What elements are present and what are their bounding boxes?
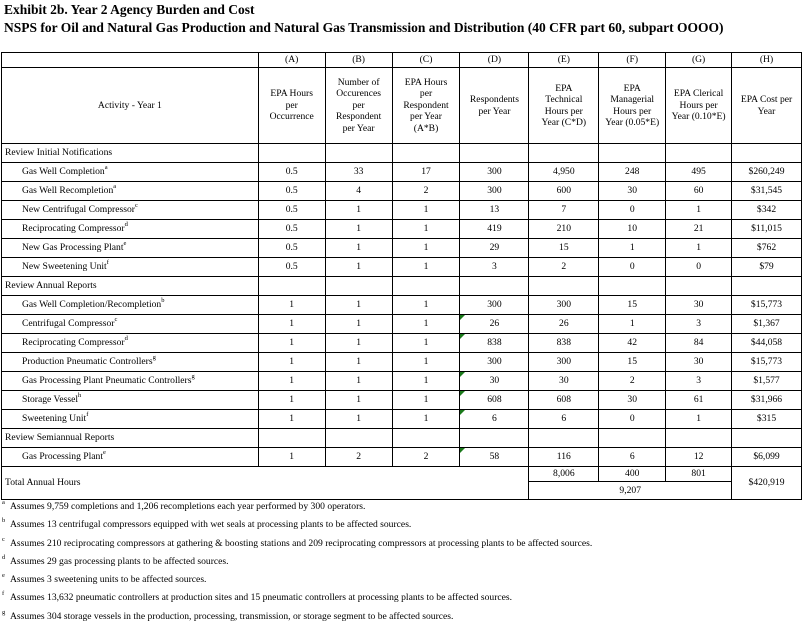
table-row <box>2 163 802 182</box>
activity-cell <box>2 410 259 429</box>
cell-e: 30 <box>529 372 599 391</box>
cell-e: 300 <box>529 296 599 315</box>
activity-name: Reciprocating Compressor <box>22 337 125 349</box>
cell-g: 61 <box>666 391 732 410</box>
cell-b: 1 <box>325 201 392 220</box>
cell-e: 210 <box>529 220 599 239</box>
activity-name: Gas Processing Plant <box>22 451 104 463</box>
cell-g: 12 <box>666 448 732 467</box>
activity-name: New Sweetening Unit <box>22 261 107 273</box>
cell-g: 1 <box>666 201 732 220</box>
cell-c: 1 <box>392 410 460 429</box>
column-header-line: per <box>285 99 298 111</box>
cell-a: 0.5 <box>258 182 325 201</box>
footnote <box>2 589 592 607</box>
cell-h: $1,577 <box>732 372 802 391</box>
cell-d: 300 <box>460 353 529 372</box>
section-blank-cell <box>460 277 529 296</box>
cell-h: $762 <box>732 239 802 258</box>
column-header-line: Technical <box>545 94 583 105</box>
cell-c: 1 <box>392 201 460 220</box>
section-blank-cell <box>529 429 599 448</box>
cell-e: 4,950 <box>529 163 599 182</box>
column-header-line: Respondents <box>469 94 519 105</box>
column-header-line: per <box>419 88 433 100</box>
footnote-marker: c <box>114 316 118 324</box>
cell-a: 1 <box>258 334 325 353</box>
footnote-mark: e <box>2 572 5 580</box>
cell-e: 608 <box>529 391 599 410</box>
total-label: Total Annual Hours <box>2 467 529 500</box>
cell-d: 13 <box>460 201 529 220</box>
table-row <box>2 239 802 258</box>
column-header-f <box>599 68 666 144</box>
cell-a: 1 <box>258 391 325 410</box>
cell-h: $31,966 <box>732 391 802 410</box>
cell-h: $15,773 <box>732 353 802 372</box>
footnote-text: Assumes 13,632 pneumatic controllers at production sites and 15 pneumatic controllers at processing plants to be affected sources. <box>10 592 513 604</box>
column-letter-f: (F) <box>599 53 666 68</box>
section-blank-cell <box>460 429 529 448</box>
cell-g: 3 <box>666 315 732 334</box>
cell-f: 248 <box>599 163 666 182</box>
exhibit-title: Exhibit 2b. Year 2 Agency Burden and Cost <box>4 2 255 17</box>
cell-f: 0 <box>599 410 666 429</box>
activity-name: Gas Well Completion <box>22 166 105 178</box>
cell-b: 1 <box>325 220 392 239</box>
activity-name: New Gas Processing Plant <box>22 242 124 254</box>
column-header-line: per Year <box>410 111 442 123</box>
cell-g: 0 <box>666 258 732 277</box>
footnote <box>2 535 592 553</box>
column-header-line: EPA <box>623 82 641 94</box>
cell-e: 26 <box>529 315 599 334</box>
section-blank-cell <box>460 144 529 163</box>
cell-f: 0 <box>599 258 666 277</box>
section-blank-cell <box>529 144 599 163</box>
section-blank-cell <box>258 144 325 163</box>
column-header-line: Year (0.10*E) <box>671 111 726 123</box>
total-f: 400 <box>599 467 666 482</box>
cell-e: 600 <box>529 182 599 201</box>
activity-cell <box>2 239 259 258</box>
footnote-marker: e <box>103 449 106 457</box>
cell-f: 10 <box>599 220 666 239</box>
column-header-line: EPA <box>555 82 573 94</box>
cell-f: 30 <box>599 391 666 410</box>
cell-d: 6 <box>460 410 529 429</box>
footnote-mark: d <box>2 553 6 561</box>
section-label: Review Annual Reports <box>2 277 259 296</box>
column-header-line: Occurrence <box>269 111 314 123</box>
column-header-line: Respondent <box>335 111 382 123</box>
table-row <box>2 258 802 277</box>
cell-b: 1 <box>325 391 392 410</box>
activity-cell <box>2 448 259 467</box>
cell-h: $44,058 <box>732 334 802 353</box>
section-blank-cell <box>392 429 460 448</box>
cell-f: 15 <box>599 353 666 372</box>
cell-b: 1 <box>325 258 392 277</box>
column-header-line: Managerial <box>610 94 655 105</box>
total-g: 801 <box>666 467 732 482</box>
activity-cell <box>2 391 259 410</box>
table-row <box>2 296 802 315</box>
section-blank-cell <box>599 144 666 163</box>
cell-e: 2 <box>529 258 599 277</box>
cell-f: 2 <box>599 372 666 391</box>
column-header-activity: Activity - Year 1 <box>2 68 259 144</box>
column-header-line: EPA Hours <box>270 88 313 100</box>
footnote-marker: d <box>124 335 128 343</box>
footnote-marker: c <box>134 202 138 210</box>
footnote-marker: f <box>86 411 89 419</box>
activity-name: Sweetening Unit <box>22 413 87 425</box>
cell-g: 60 <box>666 182 732 201</box>
section-blank-cell <box>529 277 599 296</box>
footnote-marker: g <box>191 373 195 381</box>
cell-a: 1 <box>258 296 325 315</box>
cell-a: 1 <box>258 448 325 467</box>
section-blank-cell <box>666 144 732 163</box>
cell-h: $315 <box>732 410 802 429</box>
activity-cell <box>2 353 259 372</box>
cell-h: $31,545 <box>732 182 802 201</box>
cell-d: 608 <box>460 391 529 410</box>
footnote <box>2 498 592 516</box>
cell-g: 1 <box>666 239 732 258</box>
footnote <box>2 608 592 626</box>
cell-c: 2 <box>392 448 460 467</box>
cell-b: 1 <box>325 410 392 429</box>
activity-cell <box>2 296 259 315</box>
footnote-marker: a <box>113 183 117 191</box>
cell-a: 1 <box>258 315 325 334</box>
cell-h: $260,249 <box>732 163 802 182</box>
cell-d: 58 <box>460 448 529 467</box>
cell-h: $79 <box>732 258 802 277</box>
cell-g: 30 <box>666 296 732 315</box>
activity-cell <box>2 182 259 201</box>
cell-f: 30 <box>599 182 666 201</box>
footnote-marker: b <box>161 297 165 305</box>
column-letter-b: (B) <box>325 53 392 68</box>
activity-cell <box>2 315 259 334</box>
section-blank-cell <box>392 144 460 163</box>
footnote-text: Assumes 210 reciprocating compressors at gathering & boosting stations and 209 reciprocating compressors at processing plants to be affected sources. <box>10 537 593 549</box>
cell-h: $6,099 <box>732 448 802 467</box>
section-label: Review Semiannual Reports <box>2 429 259 448</box>
column-letter-d: (D) <box>460 53 529 68</box>
table-row <box>2 220 802 239</box>
column-letter-a: (A) <box>258 53 325 68</box>
section-blank-cell <box>325 144 392 163</box>
footnote-marker: e <box>123 240 127 248</box>
column-header-h <box>732 68 802 144</box>
cell-c: 1 <box>392 220 460 239</box>
cell-g: 84 <box>666 334 732 353</box>
cell-f: 42 <box>599 334 666 353</box>
footnote-mark: b <box>2 517 6 525</box>
cell-d: 300 <box>460 163 529 182</box>
column-letter-c: (C) <box>392 53 460 68</box>
table-row <box>2 448 802 467</box>
cell-h: $15,773 <box>732 296 802 315</box>
column-header-line: Hours per <box>613 105 652 117</box>
footnote-text: Assumes 29 gas processing plants to be affected sources. <box>10 555 229 567</box>
cell-d: 300 <box>460 296 529 315</box>
cell-f: 15 <box>599 296 666 315</box>
column-header-g <box>666 68 732 144</box>
cell-c: 1 <box>392 353 460 372</box>
cell-a: 1 <box>258 353 325 372</box>
total-hours-sum: 9,207 <box>529 482 732 500</box>
cell-f: 1 <box>599 315 666 334</box>
footnote <box>2 516 592 534</box>
section-blank-cell <box>666 429 732 448</box>
cell-b: 1 <box>325 372 392 391</box>
footnote <box>2 571 592 589</box>
cell-e: 7 <box>529 201 599 220</box>
section-blank-cell <box>666 277 732 296</box>
cell-a: 0.5 <box>258 201 325 220</box>
footnote-mark: f <box>2 590 5 598</box>
activity-cell <box>2 201 259 220</box>
section-blank-cell <box>599 277 666 296</box>
activity-name: Gas Well Recompletion <box>22 185 114 197</box>
cell-e: 116 <box>529 448 599 467</box>
column-header-c <box>392 68 460 144</box>
cell-d: 30 <box>460 372 529 391</box>
cell-d: 838 <box>460 334 529 353</box>
exhibit-subtitle: NSPS for Oil and Natural Gas Production and Natural Gas Transmission and Distribution (40 CFR part 60, subpart OOOO) <box>4 20 724 35</box>
column-letter-g: (G) <box>666 53 732 68</box>
cell-g: 495 <box>666 163 732 182</box>
section-blank-cell <box>732 277 802 296</box>
cell-b: 1 <box>325 334 392 353</box>
cell-d: 29 <box>460 239 529 258</box>
section-label: Review Initial Notifications <box>2 144 259 163</box>
activity-cell <box>2 372 259 391</box>
cell-b: 4 <box>325 182 392 201</box>
footnote-text: Assumes 3 sweetening units to be affected sources. <box>10 574 207 586</box>
section-blank-cell <box>732 429 802 448</box>
footnote-marker: h <box>78 392 82 400</box>
cell-a: 0.5 <box>258 220 325 239</box>
cell-c: 1 <box>392 239 460 258</box>
cell-g: 21 <box>666 220 732 239</box>
cell-c: 1 <box>392 315 460 334</box>
table-row <box>2 353 802 372</box>
table-row <box>2 410 802 429</box>
cell-b: 1 <box>325 296 392 315</box>
activity-name: Reciprocating Compressor <box>22 223 125 235</box>
column-header-line: per Year <box>478 105 511 117</box>
footnotes <box>2 498 592 626</box>
activity-name: Centrifugal Compressor <box>22 318 115 330</box>
column-header-line: per <box>352 99 365 111</box>
column-header-line: Year <box>757 105 776 117</box>
cell-h: $11,015 <box>732 220 802 239</box>
activity-cell <box>2 258 259 277</box>
cell-c: 2 <box>392 182 460 201</box>
section-blank-cell <box>732 144 802 163</box>
cell-e: 6 <box>529 410 599 429</box>
activity-cell <box>2 220 259 239</box>
cell-a: 0.5 <box>258 258 325 277</box>
table-row <box>2 372 802 391</box>
cell-f: 6 <box>599 448 666 467</box>
table-row <box>2 334 802 353</box>
section-blank-cell <box>258 429 325 448</box>
footnote-mark: g <box>2 608 6 616</box>
activity-name: Production Pneumatic Controllers <box>22 356 153 368</box>
footnote-mark: c <box>2 535 5 543</box>
header-activity-blank <box>2 53 259 68</box>
column-header-d <box>460 68 529 144</box>
cell-b: 2 <box>325 448 392 467</box>
footnote-text: Assumes 9,759 completions and 1,206 recompletions each year performed by 300 operators. <box>10 501 366 512</box>
footnote-marker: a <box>104 164 108 172</box>
table-row <box>2 201 802 220</box>
footnote-text: Assumes 304 storage vessels in the production, processing, transmission, or storage segment to be affected sources. <box>10 610 454 622</box>
column-header-line: Respondent <box>403 99 449 111</box>
cell-b: 1 <box>325 315 392 334</box>
footnote-marker: f <box>106 259 109 267</box>
footnote-mark: a <box>2 499 5 506</box>
cell-e: 838 <box>529 334 599 353</box>
table-row <box>2 391 802 410</box>
cell-b: 1 <box>325 353 392 372</box>
column-header-line: Hours per <box>544 105 583 117</box>
cell-b: 1 <box>325 239 392 258</box>
column-header-b <box>325 68 392 144</box>
column-header-line: Number of <box>337 76 380 88</box>
cell-b: 33 <box>325 163 392 182</box>
column-header-line: Hours per <box>679 99 718 111</box>
column-header-line: EPA Cost per <box>740 94 793 105</box>
column-header-line: Occurences <box>336 88 381 100</box>
activity-cell <box>2 334 259 353</box>
cell-c: 1 <box>392 296 460 315</box>
section-blank-cell <box>325 429 392 448</box>
cell-a: 1 <box>258 410 325 429</box>
footnote-marker: g <box>152 354 156 362</box>
section-blank-cell <box>599 429 666 448</box>
activity-name: New Centrifugal Compressor <box>22 204 135 216</box>
cell-e: 300 <box>529 353 599 372</box>
column-header-line: Year (C*D) <box>541 117 587 128</box>
cell-c: 1 <box>392 372 460 391</box>
activity-name: Storage Vessel <box>22 394 79 406</box>
column-header-line: EPA Clerical <box>673 88 724 100</box>
cell-d: 300 <box>460 182 529 201</box>
section-blank-cell <box>325 277 392 296</box>
column-header-e <box>529 68 599 144</box>
cell-h: $342 <box>732 201 802 220</box>
cell-c: 1 <box>392 391 460 410</box>
total-cost: $420,919 <box>732 467 802 500</box>
cell-c: 1 <box>392 258 460 277</box>
cell-a: 0.5 <box>258 239 325 258</box>
column-header-line: (A*B) <box>413 122 439 134</box>
burden-cost-table <box>1 52 802 500</box>
cell-h: $1,367 <box>732 315 802 334</box>
cell-g: 30 <box>666 353 732 372</box>
activity-name: Gas Processing Plant Pneumatic Controllers <box>22 375 192 387</box>
column-header-line: Year (0.05*E) <box>605 117 660 128</box>
cell-d: 419 <box>460 220 529 239</box>
activity-name: Gas Well Completion/Recompletion <box>22 299 162 311</box>
footnote <box>2 553 592 571</box>
cell-e: 15 <box>529 239 599 258</box>
section-blank-cell <box>392 277 460 296</box>
section-blank-cell <box>258 277 325 296</box>
footnote-marker: d <box>124 221 128 229</box>
footnote-text: Assumes 13 centrifugal compressors equipped with wet seals at processing plants to be affected sources. <box>10 519 412 531</box>
cell-f: 1 <box>599 239 666 258</box>
cell-a: 1 <box>258 372 325 391</box>
total-e: 8,006 <box>529 467 599 482</box>
cell-g: 3 <box>666 372 732 391</box>
cell-f: 0 <box>599 201 666 220</box>
column-header-line: per Year <box>342 122 375 134</box>
cell-d: 26 <box>460 315 529 334</box>
cell-a: 0.5 <box>258 163 325 182</box>
cell-g: 1 <box>666 410 732 429</box>
table-row <box>2 182 802 201</box>
column-header-a <box>258 68 325 144</box>
activity-cell <box>2 163 259 182</box>
cell-c: 17 <box>392 163 460 182</box>
column-letter-e: (E) <box>529 53 599 68</box>
column-header-line: EPA Hours <box>404 76 448 88</box>
column-letter-h: (H) <box>732 53 802 68</box>
cell-d: 3 <box>460 258 529 277</box>
table-row <box>2 315 802 334</box>
cell-c: 1 <box>392 334 460 353</box>
